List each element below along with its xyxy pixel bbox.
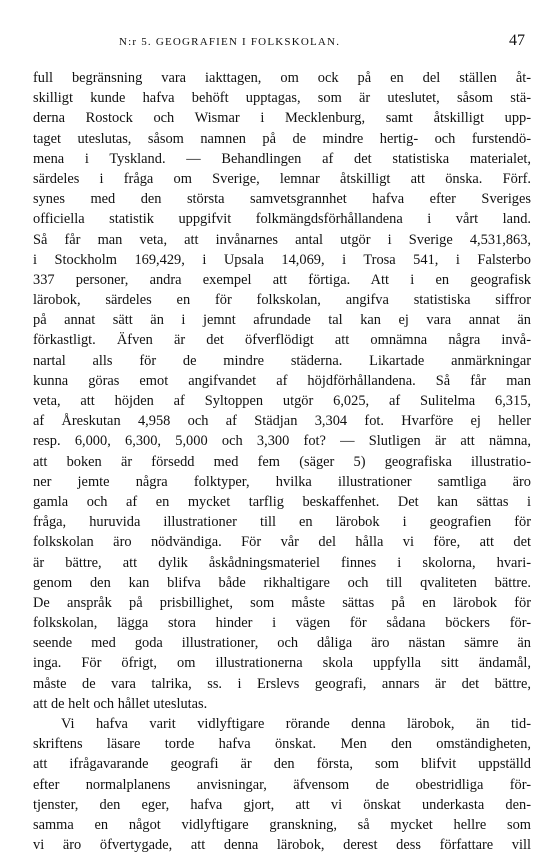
paragraph-end-line: att de helt och hållet uteslutas. [33, 695, 208, 712]
text-line: genom den kan blifva både rikhaltigare och till qvaliteten bättre. [33, 574, 531, 591]
text-line: folkskolan, lägga stora hinder i vägen för sådana böckers för- [33, 615, 531, 632]
text-line: kunna göras emot angifvandet af höjdförhållandena. Så får man [33, 372, 531, 389]
text-line: folkskolan äro nödvändiga. För vår del hålla vi före, att det [33, 534, 531, 551]
text-line: veta, att höjden af Syltoppen utgör 6,025, af Sulitelma 6,315, [33, 393, 531, 409]
text-line: att ifrågavarande geografi är den första, som blifvit uppställd [33, 756, 531, 773]
text-line: särdeles i fråga om Sverige, lemnar åtskilligt att önska. Förf. [33, 170, 531, 187]
text-line: taget uteslutas, såsom namnen på de mindre hertig- och furstendö- [33, 130, 531, 147]
text-line: 337 personer, andra exempel att förtiga. Att i en geografisk [33, 271, 531, 288]
text-line: fråga, huruvida illustrationer till en lärobok i geografien för [33, 514, 531, 531]
text-line: De anspråk på prisbillighet, som måste sättas på en lärobok för [33, 594, 531, 611]
text-line: förkastligt. Äfven är det öfverflödigt att omnämna några invå- [33, 332, 531, 349]
text-line: skriftens läsare torde hafva önskat. Men den omständigheten, [33, 736, 531, 753]
text-line: tjenster, den eger, hafva gjort, att vi önskat underkasta den- [33, 796, 531, 813]
text-line: full begränsning vara iakttagen, om ock på en del ställen åt- [33, 70, 531, 86]
text-line: måste de vara talrika, ss. i Erslevs geografi, annars är det bättre, [33, 675, 531, 692]
text-line: lärobok, särdeles en för folkskolan, angifva statistiska siffror [33, 292, 531, 309]
running-header [33, 30, 531, 54]
text-line: inga. För öfrigt, om illustrationerna skola uppfylla sitt ändamål, [33, 655, 531, 672]
text-line: synes med den största samvetsgrannhet hafva efter Sveriges [33, 191, 531, 208]
body-text [33, 68, 531, 855]
text-line: Så får man veta, att invånarnes antal utgör i Sverige 4,531,863, [33, 231, 531, 248]
running-title: N:r 5. GEOGRAFIEN I FOLKSKOLAN. [119, 36, 341, 48]
text-line: vi äro öfvertygade, att denna lärobok, derest dess författare vill [33, 837, 531, 854]
text-line: gamla och af en mycket tarflig beskaffenhet. Det kan sättas i [33, 493, 531, 510]
book-page [33, 30, 531, 855]
page-number: 47 [509, 32, 525, 49]
text-line: att boken är försedd med fem (säger 5) geografiska illustratio- [33, 453, 531, 470]
text-line: ner jemte några folktyper, hvilka illustrationer samtliga äro [33, 473, 531, 490]
text-line: i Stockholm 169,429, i Upsala 14,069, i Trosa 541, i Falsterbo [33, 251, 531, 268]
text-line: är bättre, att dylik åskådningsmateriel finnes i skolorna, hvari- [33, 554, 531, 571]
text-line: seende med goda illustrationer, och dåliga äro nästan sämre än [33, 635, 531, 652]
text-line: nartal alls för de mindre städerna. Likartade anmärkningar [33, 352, 531, 369]
text-line: mena i Tyskland. — Behandlingen af det statistiska materialet, [33, 150, 531, 167]
text-line: af Åreskutan 4,958 och af Städjan 3,304 fot. Hvarföre ej heller [33, 413, 531, 430]
text-line: på annat sätt än i jemnt afrundade tal kan ej vara annat än [33, 312, 531, 329]
paragraph-start-line: Vi hafva varit vidlyftigare rörande denna lärobok, än tid- [61, 716, 531, 732]
text-line: resp. 6,000, 6,300, 5,000 och 3,300 fot? — Slutligen är att nämna, [33, 433, 531, 450]
text-line: officiella statistik uppgifvit folkmängdsförhållandena i vårt land. [33, 211, 531, 228]
text-line: skilligt kunde hafva behöft upptagas, som är uteslutet, såsom stä- [33, 90, 531, 107]
text-line: samma en något vidlyftigare granskning, så mycket hellre som [33, 816, 531, 833]
text-line: efter normalplanens anvisningar, äfvensom de obestridliga för- [33, 776, 531, 793]
text-line: derna Rostock och Wismar i Mecklenburg, samt åtskilligt upp- [33, 110, 531, 127]
